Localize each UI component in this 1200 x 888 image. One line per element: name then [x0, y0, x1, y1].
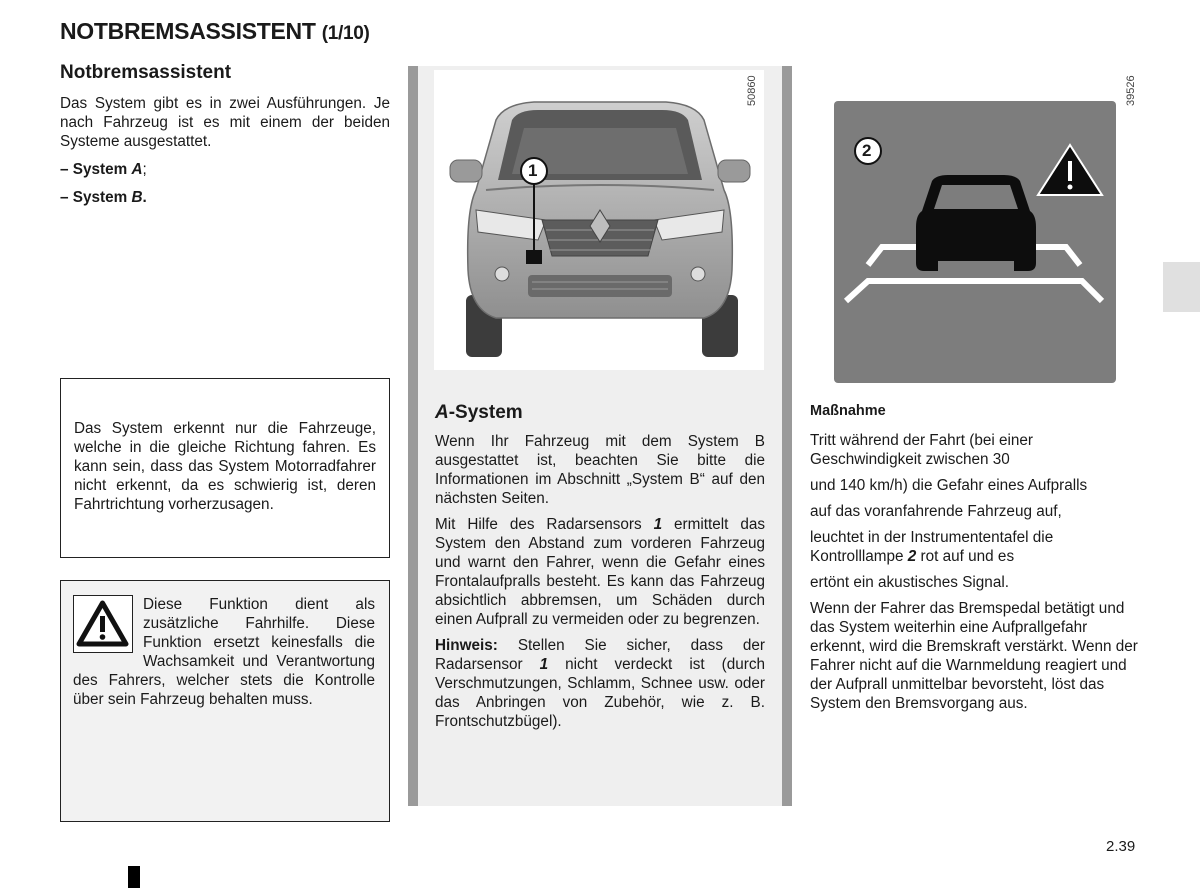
page-title-suffix: (1/10) — [321, 23, 370, 44]
a-system-paragraph-1: Wenn Ihr Fahrzeug mit dem System B ausgestattet ist, beachten Sie bitte die Informationen im Abschnitt „System B“ auf den nächsten Seiten. — [435, 433, 765, 507]
info-box-text: Das System erkennt nur die Fahrzeuge, welche in die gleiche Richtung fahren. Es kann sein, dass das System Motorradfahrer nicht erkennt, da es schwierig ist, deren Fahrtrichtung vorherzusagen. — [74, 420, 376, 513]
image-code-50860: 50860 — [746, 75, 758, 106]
image-code-39526: 39526 — [1125, 75, 1137, 106]
ref-number: 1 — [539, 656, 549, 673]
intro-paragraph — [60, 94, 390, 158]
warning-box — [60, 580, 390, 822]
binding-mark — [128, 866, 140, 888]
list-item-name: B — [131, 189, 143, 206]
massnahme-paragraph-4 — [810, 528, 1140, 566]
massnahme-paragraph-3: auf das voranfahrende Fahrzeug auf, — [810, 503, 1062, 520]
car-front-illustration — [434, 70, 764, 370]
callout-2-label: 2 — [862, 141, 872, 160]
callout-1-label: 1 — [528, 161, 538, 180]
list-item-prefix: – System — [60, 189, 132, 206]
column-separator-right — [782, 66, 792, 806]
text-run: Mit Hilfe des Radarsensors — [435, 516, 654, 533]
page-number: 2.39 — [1106, 838, 1136, 855]
heading-letter: A — [435, 402, 449, 423]
page-title — [60, 18, 370, 45]
note-label: Hinweis: — [435, 637, 498, 654]
a-system-text — [435, 432, 765, 738]
heading-rest: -System — [448, 402, 523, 423]
ref-number: 2 — [907, 548, 917, 565]
list-item-system-b — [60, 189, 147, 207]
instrument-display-illustration — [834, 101, 1116, 383]
ref-number: 1 — [653, 516, 663, 533]
a-system-paragraph-2 — [435, 515, 765, 629]
text-run: nicht verdeckt ist (durch Verschmutzungen, Schlamm, Schnee usw. oder das Anbringen von Zubehör, wie z. B. Frontschutzbügel). — [435, 656, 766, 730]
list-item-suffix: ; — [142, 161, 147, 178]
text-run: ermittelt das System den Abstand zum vorderen Fahrzeug und warnt den Fahrer, wenn die Gefahr eines Frontalaufpralls besteht. Es kann das Fahrzeug absichtlich abbremsen, um Schäden durch einen Aufprall zu vermeiden oder zu begrenzen. — [435, 516, 765, 628]
list-item-name: A — [131, 161, 143, 178]
massnahme-paragraph-6: Wenn der Fahrer das Bremspedal betätigt und das System weiterhin eine Aufprallgefahr erkennt, wird die Bremskraft verstärkt. Wenn der Fahrer nicht auf die Warnmeldung reagiert und der Aufprall unmittelbar bevorsteht, löst das System den Bremsvorgang aus. — [810, 600, 1138, 712]
text-run: Stellen Sie sicher, dass der Radarsensor — [435, 637, 765, 673]
warning-box-text: Diese Funktion dient als zusätzliche Fahrhilfe. Diese Funktion ersetzt keinesfalls die Wachsamkeit und Verantwortung des Fahrers, welcher stets die Kontrolle über sein Fahrzeug behalten muss. — [73, 596, 375, 708]
chapter-thumb-tab — [1163, 262, 1200, 312]
list-item-prefix: – System — [60, 161, 132, 178]
warning-triangle-icon — [73, 595, 133, 653]
text-run: rot auf und es — [916, 548, 1015, 565]
a-system-paragraph-3 — [435, 636, 765, 731]
list-item-suffix: . — [142, 189, 147, 206]
info-box — [60, 378, 390, 558]
massnahme-text — [810, 431, 1140, 720]
list-item-system-a — [60, 161, 147, 179]
section-heading-massnahme: Maßnahme — [810, 403, 886, 419]
massnahme-paragraph-5: ertönt ein akustisches Signal. — [810, 574, 1009, 591]
massnahme-paragraph-2: und 140 km/h) die Gefahr eines Aufpralls — [810, 477, 1088, 494]
section-heading-a-system — [435, 402, 523, 424]
intro-text: Das System gibt es in zwei Ausführungen. Je nach Fahrzeug ist es mit einem der beiden Systeme ausgestattet. — [60, 95, 390, 150]
massnahme-paragraph-1: Tritt während der Fahrt (bei einer Geschwindigkeit zwischen 30 — [810, 432, 1034, 468]
section-heading-notbremsassistent: Notbremsassistent — [60, 62, 232, 83]
column-separator-left — [408, 66, 418, 806]
page-title-text: NOTBREMSASSISTENT — [60, 18, 316, 44]
text-run: leuchtet in der Instrumententafel die Kontrolllampe — [810, 529, 1054, 565]
